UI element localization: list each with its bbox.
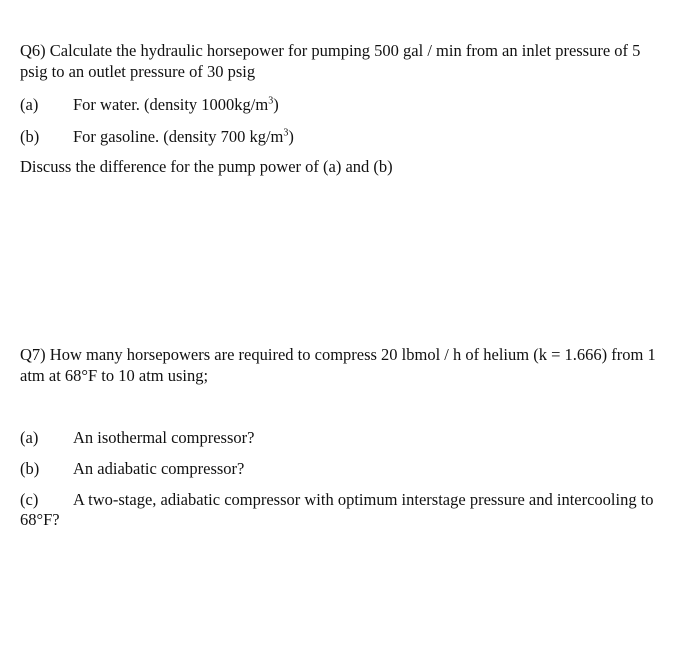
q6-part-a-close: ) <box>273 95 279 114</box>
q6-part-a-superscript: 3 <box>268 95 274 107</box>
q6-discuss: Discuss the difference for the pump power of (a) and (b) <box>20 157 393 176</box>
q6-part-a <box>20 95 279 114</box>
q6-part-b-label: (b) <box>20 127 40 146</box>
q7-part-c-label: (c) <box>20 490 39 509</box>
q6-part-a-label: (a) <box>20 95 39 114</box>
q7-part-b-text: An adiabatic compressor? <box>73 459 245 478</box>
q7-part-c <box>20 490 654 509</box>
q7-part-b-label: (b) <box>20 459 40 478</box>
q7-prompt-line-1: Q7) How many horsepowers are required to compress 20 lbmol / h of helium (k = 1.666) from 1 <box>20 345 656 364</box>
q7-part-a-text: An isothermal compressor? <box>73 428 255 447</box>
q7-prompt-line-2: atm at 68°F to 10 atm using; <box>20 366 209 385</box>
q6-prompt-line-2: psig to an outlet pressure of 30 psig <box>20 62 256 81</box>
q6-part-b-close: ) <box>288 127 294 146</box>
q6-prompt-line-1: Q6) Calculate the hydraulic horsepower for pumping 500 gal / min from an inlet pressure of 5 <box>20 41 641 60</box>
q7-part-c-continuation: 68°F? <box>20 510 60 529</box>
q6-part-b-text: For gasoline. (density 700 kg/m <box>73 127 284 146</box>
q7-part-b <box>20 459 244 478</box>
q6-part-b-superscript: 3 <box>283 127 289 139</box>
q7-part-a-label: (a) <box>20 428 39 447</box>
q7-part-c-text: A two-stage, adiabatic compressor with optimum interstage pressure and intercooling to <box>73 490 654 509</box>
q6-part-b <box>20 127 294 146</box>
q7-part-a <box>20 428 254 447</box>
q6-part-a-text: For water. (density 1000kg/m <box>73 95 269 114</box>
